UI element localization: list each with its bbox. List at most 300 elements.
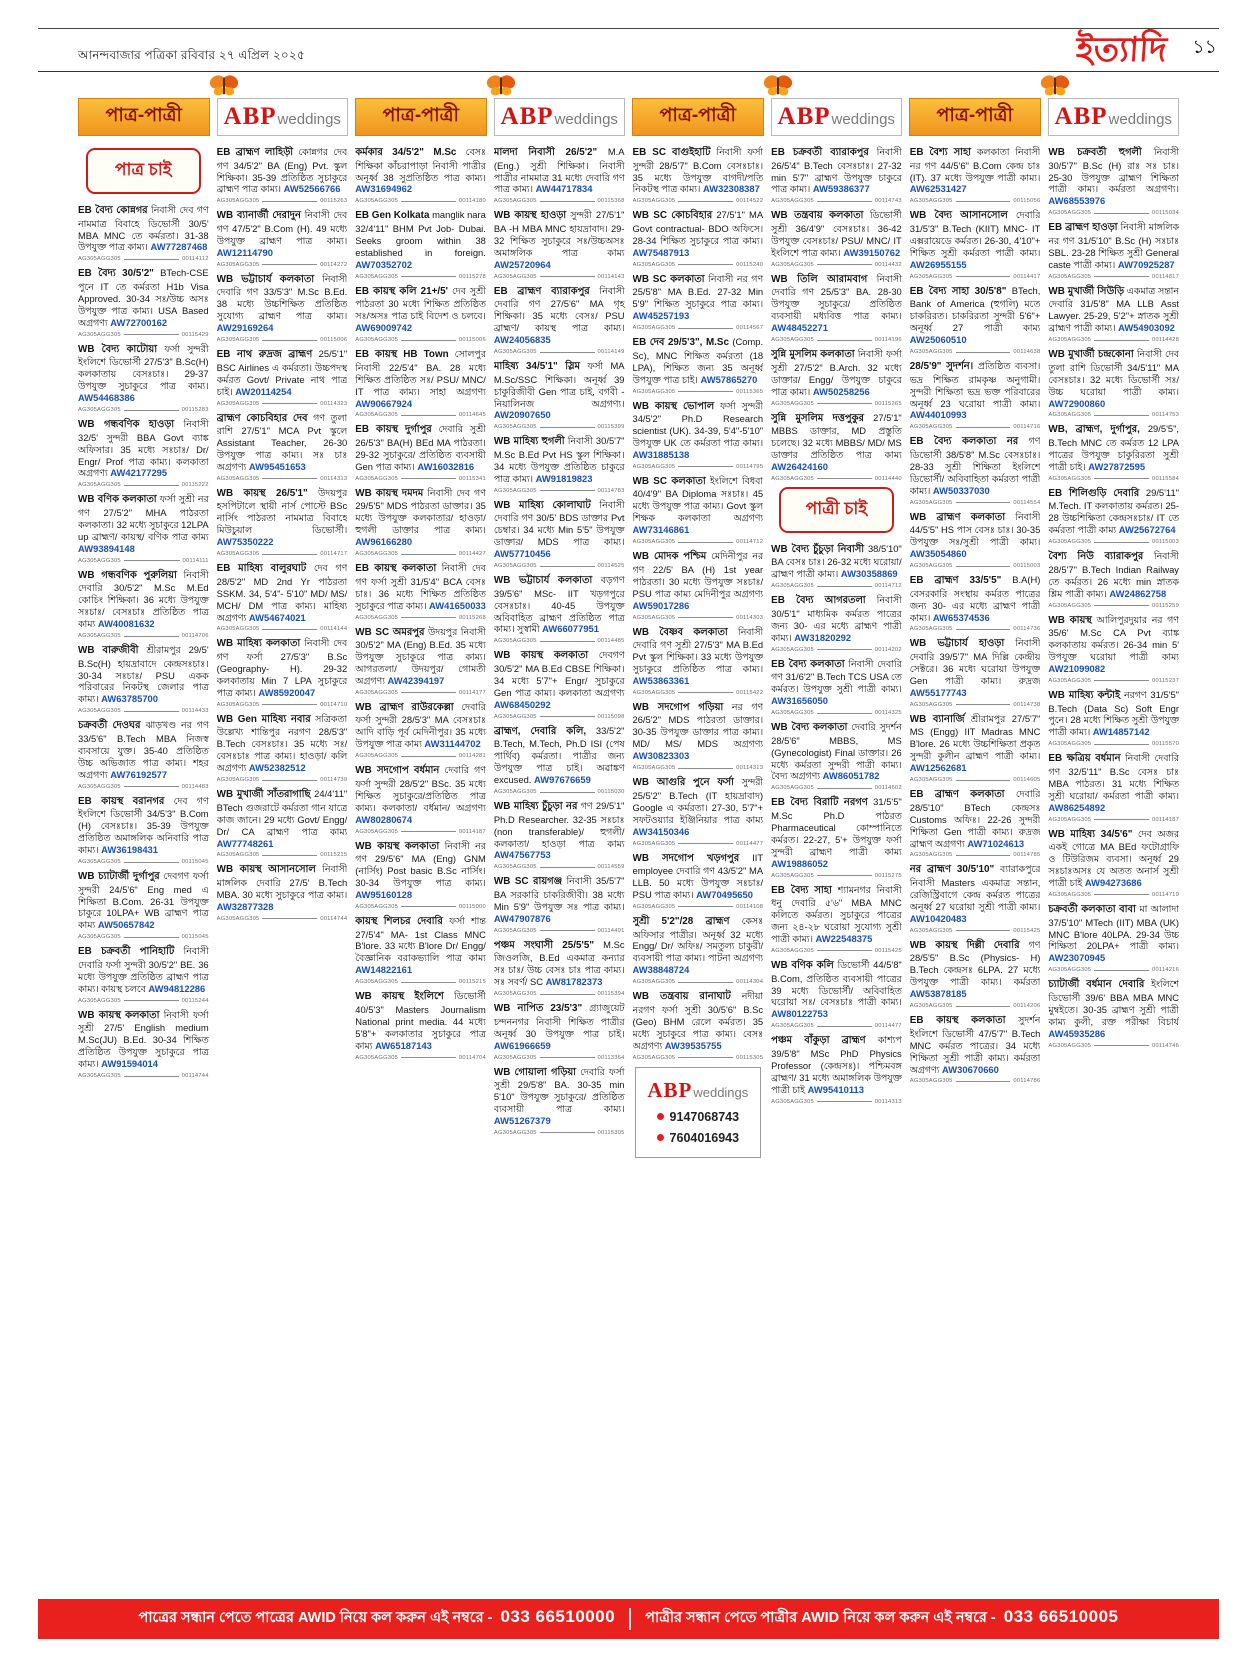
ad-awid: AW24056835 — [493, 334, 551, 346]
separator-line — [124, 786, 179, 787]
ad-separator — [217, 916, 348, 922]
ad-text — [910, 435, 1041, 496]
ad-text — [78, 267, 209, 328]
ad-serial: 00115341 — [458, 475, 486, 482]
ad-awid: AW50337030 — [932, 484, 990, 496]
classified-ad — [355, 562, 486, 620]
ad-separator — [910, 274, 1041, 280]
ad-body: নিবাসী 26/5'4" B.Tech বেসঃচাঃ। 27-32 min 5'7" ব্রাহ্মণ উপযুক্ত চাকুরে পাত্র কাম্য। — [771, 146, 902, 195]
ad-body: ডিভোর্সী 44/5'8" B.Com, প্রতিষ্ঠিত ব্যবসায়ী পাত্রের 39 মধ্যে ডিভোর্সী/ অবিবাহিত ঘরোয়া সঃ/ বেসঃচাঃ পাত্রী কাম্য। — [771, 958, 902, 1008]
ad-separator — [771, 198, 902, 204]
ad-text — [494, 649, 625, 710]
ad-separator — [1048, 967, 1179, 973]
ad-text — [1048, 903, 1179, 964]
ad-serial: 00115003 — [1013, 563, 1041, 570]
ad-separator — [1048, 603, 1179, 609]
agency-code: AG305AGG305 — [355, 551, 399, 558]
separator-line — [1094, 478, 1149, 479]
ad-text — [910, 1014, 1041, 1075]
ad-text — [910, 209, 1041, 270]
ad-text — [78, 569, 209, 630]
ad-separator — [1048, 817, 1179, 823]
classified-ad — [494, 939, 625, 997]
ad-serial: 00115215 — [458, 979, 486, 986]
agency-code: AG305AGG305 — [909, 1078, 953, 1085]
ad-separator — [1048, 678, 1179, 684]
ad-awid: AW54468386 — [78, 392, 135, 404]
ad-body: 27/5'1" MA Govt contractual- BDO অফিসে। 28-34 শিক্ষিত সুচাকুরে পাত্র কাম্য। — [632, 209, 764, 246]
ad-serial: 00114323 — [320, 400, 348, 407]
ad-serial: 00115305 — [736, 1054, 764, 1061]
ad-heading: চক্রবর্তী কলকাতা বাবা — [1048, 903, 1136, 915]
classified-ad — [217, 562, 348, 632]
ad-serial: 00115305 — [597, 1129, 625, 1136]
ad-heading: WB বৈদ্য আসানসোল — [909, 210, 1008, 222]
classified-ad — [1048, 221, 1179, 279]
separator-line — [1094, 340, 1149, 341]
ad-text — [494, 435, 625, 484]
abp-brand-text: ABP — [777, 103, 831, 130]
ad-body: প্রতিষ্ঠিত ব্যবসা। ভদ্র শিক্ষিত রামকৃষ্ণ অনুগামী। সুন্দরী শিক্ষিতা ভদ্র ভক্ত পরিবারের অনূর্ধ্ব 23 ঘরোয়া পাত্রী কাম্য। — [909, 360, 1041, 409]
separator-line — [678, 264, 733, 265]
ad-heading: WB নাপিত 23/5'3" — [493, 1003, 583, 1015]
ad-separator — [217, 852, 348, 858]
ad-awid: AW94273686 — [1084, 877, 1142, 889]
ad-serial: 00114736 — [1013, 626, 1041, 633]
ad-text — [494, 146, 625, 195]
ad-text — [771, 412, 902, 473]
agency-code: AG305AGG305 — [493, 638, 537, 645]
ad-heading: WB, ব্রাহ্মণ, দুর্গাপুর, — [1048, 424, 1140, 436]
ad-body: দেবারি সুশ্রী 26/5'3" BA(H) BEd MA পাঠরতা। 29-32 সুচাকুরে/ প্রতিষ্ঠিত ব্যবসায়ী Gen পাত্র কাম্য। — [355, 423, 486, 472]
separator-line — [540, 352, 595, 353]
ad-heading: EB কায়স্থ কলকাতা — [355, 563, 437, 575]
ad-serial: 00114325 — [874, 710, 902, 717]
classified-ad — [217, 637, 348, 707]
ad-body: IIT employee দেবারি গণ 43/5'2" MA LLB. 50 মধ্যে উপযুক্ত সঃচাঃ/ PSU পাত্র কাম্য। — [632, 851, 764, 900]
ad-awid: AW32308387 — [703, 183, 760, 195]
ad-heading: EB বৈশ্য সাহা — [909, 147, 972, 158]
classified-ad — [355, 915, 486, 985]
agency-code: AG305AGG305 — [771, 947, 814, 954]
agency-code: AG305AGG305 — [771, 583, 814, 590]
ad-awid: AW95451653 — [248, 460, 306, 472]
abp-brand-text: ABP — [1054, 103, 1108, 130]
ad-separator — [910, 1003, 1041, 1009]
groom-helpline-message: পাত্রের সন্ধান পেতে পাত্রের AWID নিয়ে কল করুন এই নম্বরে - — [138, 1610, 493, 1626]
ad-heading: WB কায়স্থ কলকাতা — [355, 840, 440, 852]
ad-separator — [494, 638, 625, 644]
ad-heading: EB বৈদ্য সাহা — [771, 884, 832, 896]
groom-helpline — [138, 1607, 615, 1631]
agency-code: AG305AGG305 — [632, 198, 676, 205]
separator-line — [401, 201, 456, 202]
ad-text — [1048, 146, 1179, 207]
ad-awid: AW39535755 — [664, 1039, 722, 1051]
separator-line — [817, 950, 872, 951]
classified-ad — [217, 273, 348, 343]
ad-body: শ্রীরামপুর 29/5' B.Sc(H) হায়দ্রাবাদে কেন্দ্রসঃচাঃ। 30-34 সঃচাঃ/ PSU একক পরিবারের নিকটস্থ জেলার পাত্র কাম্য। — [78, 644, 209, 705]
classified-ad — [771, 658, 902, 716]
agency-code: AG305AGG305 — [771, 710, 814, 717]
classified-ad — [78, 418, 209, 488]
ad-separator — [494, 274, 625, 280]
classified-ad — [633, 626, 764, 696]
ad-awid: AW75487913 — [632, 246, 690, 258]
ad-awid: AW29169264 — [216, 322, 274, 334]
ad-heading: নর ব্রাহ্মণ 30/5'10" — [909, 864, 995, 876]
classified-ad — [1048, 978, 1179, 1048]
ad-heading: WB বৈষ্ণব কলকাতা — [632, 626, 728, 638]
classified-ad — [910, 435, 1041, 505]
separator-line — [817, 788, 872, 789]
ad-body: ঝাড়খণ্ড নর গণ 33/5'6" B.Tech MBA নিজস্ব ব্যবসায়ে যুক্ত। 35-40 প্রতিষ্ঠিত উচ্চ অভিজাত পাত্র কাম্য। শহর অগ্রগণ্য — [78, 719, 209, 780]
ad-awid: AW25060510 — [909, 334, 967, 346]
ad-text — [355, 764, 486, 825]
ad-body: manglik nara 32/4'11" BHM Pvt Job- Dubai. Seeks groom within 38 established in foreign. — [355, 209, 486, 258]
butterfly-icon — [208, 73, 240, 99]
agency-code: AG305AGG305 — [1048, 273, 1092, 280]
ad-body: নিবাসী দেবারি 30/5'2" M.Sc M.Ed কোচিং শিক্ষিকা। 36 মধ্যে উপযুক্ত সঃচাঃ/ বেসঃচাঃ প্রতিষ্ঠিত পাত্র কাম্য — [78, 568, 209, 630]
separator-line — [401, 415, 456, 416]
classified-ad — [78, 719, 209, 789]
classified-ad — [910, 863, 1041, 933]
agency-code: AG305AGG305 — [632, 388, 676, 395]
classified-ad — [78, 569, 209, 639]
ad-serial: 00115237 — [1152, 677, 1179, 684]
ad-awid: AW55177743 — [909, 686, 967, 698]
ad-awid: AW31820292 — [794, 631, 852, 643]
ad-separator — [494, 864, 625, 870]
ad-serial: 00114206 — [1013, 1003, 1041, 1010]
ad-serial: 00115045 — [181, 859, 209, 866]
ad-separator — [494, 198, 625, 204]
ad-separator — [217, 198, 348, 204]
ad-heading: WB SC অমরপুর — [355, 626, 425, 638]
separator-line — [540, 930, 595, 931]
ad-text — [78, 945, 209, 994]
ad-text — [355, 146, 486, 195]
ad-serial: 00114149 — [597, 349, 625, 356]
ad-separator — [355, 1055, 486, 1061]
ad-text — [771, 543, 902, 580]
classified-ad — [771, 594, 902, 652]
ad-heading: WB বৈদ্য কলকাতা — [771, 722, 848, 734]
ad-separator — [771, 262, 902, 268]
ad-serial: 00115283 — [181, 407, 209, 414]
ad-text — [1048, 752, 1179, 813]
separator-line — [262, 780, 317, 781]
classified-ad — [633, 701, 764, 771]
ad-serial: 00114817 — [1152, 273, 1179, 280]
ad-body: দেব গণ 28/5'2" MD 2nd Yr পাঠরতা SSKM. 34, 5'4"- 5'10" MD/ MS/ MCH/ DM পাত্র কাম্য। মাহিষ্য অগ্রগণ্য — [216, 562, 348, 623]
ad-separator — [910, 424, 1041, 430]
ad-text — [355, 701, 486, 750]
ad-body: ফর্সা MA M.Sc/SSC শিক্ষিকা। অনূর্ধ্ব 39 চাকুরিজীবী Gen পাত্র চাই, বগবী - নিয়ালিনজ অগ্রগণ্য। — [493, 360, 625, 409]
agency-code: AG305AGG305 — [78, 557, 121, 564]
ad-awid: AW85920047 — [258, 686, 316, 698]
ad-serial: 00114144 — [320, 626, 348, 633]
agency-code: AG305AGG305 — [355, 903, 399, 910]
ad-body: বড়গণ 39/5'6" MSc- IIT খড়গপুরে বেসঃচাঃ। 40-45 উপযুক্ত অবিবাহিত ব্রাহ্মণ প্রতিষ্ঠিত পাত্র কাম্য। সুস্বামী — [493, 574, 625, 635]
classified-ad — [910, 209, 1041, 279]
ad-text — [494, 725, 625, 786]
ad-awid: AW25720964 — [493, 258, 551, 270]
ad-heading: EB ব্রাহ্মণ ব্যারাকপুর — [493, 285, 590, 297]
ad-separator — [1048, 1043, 1179, 1049]
agency-code: AG305AGG305 — [216, 198, 260, 205]
separator-line — [956, 502, 1011, 503]
ad-separator — [771, 948, 902, 954]
agency-code: AG305AGG305 — [632, 463, 676, 470]
ad-heading: ব্রাহ্মণ, দেবারি কলি, — [493, 725, 587, 737]
ad-serial: 00114739 — [320, 777, 348, 784]
separator-line — [1094, 415, 1149, 416]
ad-heading: সুশ্রী 5'2"/28 ব্রাহ্মণ — [632, 915, 730, 927]
ad-text — [217, 487, 348, 548]
classified-ad — [1048, 752, 1179, 822]
ad-awid: AW69009742 — [355, 322, 413, 334]
separator-line — [262, 554, 317, 555]
ad-heading: WB বৈদ্য চুঁচুড়া নিবাসী — [771, 543, 865, 555]
ad-body: নিবাসী দেবারি গণ 32/5'11" B.Sc বেসঃ চাঃ MBA পাঠরত। 31 মধ্যে শিক্ষিত সুশ্রী ঘরোয়া/ কর্মরতা পাত্রী কাম্য। — [1048, 752, 1179, 801]
classified-ad — [771, 146, 902, 204]
separator-line — [956, 704, 1011, 705]
ad-awid: AW68553976 — [1048, 195, 1106, 207]
ad-text — [1048, 978, 1179, 1039]
separator-line — [540, 641, 595, 642]
separator-line — [540, 994, 595, 995]
agency-code: AG305AGG305 — [355, 979, 399, 986]
agency-code: AG305AGG305 — [1048, 816, 1092, 823]
classified-ad — [771, 959, 902, 1029]
ad-awid: AW10420483 — [909, 912, 967, 924]
ad-heading: WB ভট্টাচার্য হাওড়া — [909, 638, 1005, 650]
ad-body: শ্রীরামপুর 27/5'7" MS (Engg) IIT Madras MNC B'lore. 26 মধ্যে উচ্চশিক্ষিতা প্রকৃত সুন্দরী কুলীন ব্রাহ্মণ পাত্রী কাম্য। — [909, 712, 1041, 762]
ad-text — [217, 412, 348, 473]
ad-separator — [633, 979, 764, 985]
ad-separator — [1048, 412, 1179, 418]
separator-line — [817, 875, 872, 876]
ad-awid: AW59017286 — [632, 599, 690, 611]
ad-body: নিবাসী 44/5'5" HS পাস বেসঃ চাঃ। 30-35 উপযুক্ত সঃ/সুশ্রী পাত্রী কাম্য। — [909, 510, 1041, 548]
classified-ad — [217, 863, 348, 921]
ad-text — [633, 990, 764, 1051]
separator-line — [678, 542, 733, 543]
abp-brand-text: ABP — [500, 103, 554, 130]
ad-serial: 00114432 — [874, 261, 902, 268]
ad-heading: EB কায়স্থ বরানগর — [78, 795, 165, 807]
agency-code: AG305AGG305 — [909, 927, 953, 934]
ad-separator — [355, 615, 486, 621]
ad-awid: AW53863361 — [632, 674, 690, 686]
ad-awid: AW30823303 — [632, 750, 690, 762]
ad-awid: AW45257193 — [632, 310, 690, 322]
classified-ad — [1048, 423, 1179, 481]
ad-heading: EB চক্রবর্তী ব্যারাকপুর — [771, 147, 869, 158]
ad-serial: 00114719 — [1152, 891, 1179, 898]
ad-text — [771, 594, 902, 643]
ad-heading: WB তিলি আরামবাগ — [771, 273, 868, 285]
ad-heading: 28/5'9" সুদর্শন। — [909, 361, 974, 373]
bullet-icon — [657, 1134, 664, 1141]
ad-body: দেব সুশ্রী পাঠরতা 30 মধ্যে শিক্ষিত প্রতিষ্ঠিত সঃ/অসঃ পাত্র চাই বিদেশ ও চলবে। — [355, 284, 486, 322]
ad-body: দেবারি 28/5'10" BTech কেন্দ্রসঃ Customs অফিঃ। 22-26 সুন্দরী শিক্ষিতা Gen পাত্রী কাম্য। রুদ্রজ ব্রাহ্মণ অগ্রগণ্য — [909, 788, 1041, 849]
separator-line — [1094, 1045, 1149, 1046]
agency-code: AG305AGG305 — [909, 349, 953, 356]
agency-code: AG305AGG305 — [771, 646, 814, 653]
ad-serial: 00115240 — [736, 261, 764, 268]
separator-line — [540, 490, 595, 491]
ad-body: নিবাসী 30/5'7" B.Sc (H) রাঃ সঃ চাঃ। 25-30 উপযুক্ত ব্রাহ্মণ শিক্ষিতা পাত্রী কাম্য। কর্মরতা অগ্রগণ্য। — [1048, 146, 1179, 195]
agency-code: AG305AGG305 — [216, 777, 260, 784]
ad-separator — [910, 928, 1041, 934]
ad-awid: AW63785700 — [101, 693, 158, 705]
separator-line — [678, 201, 733, 202]
ad-body: নিবাসী দেবারি গণ 25/5'3" BA. 28-30 উপযুক্ত সুচাকুরে/ প্রতিষ্ঠিত ব্যবসায়ী মধ্যবিত্ত পাত্র কাম্য। — [771, 272, 902, 322]
ad-body: দেব অজর একই গোত্রে MA BEd ফটোগ্রাফি ও টিউরিজম ব্যবসা। অনূর্ধ্ব 29 সঃচাঃঅসঃ যে অতত অনার্স সুশ্রী পাত্রী চাই — [1048, 827, 1179, 889]
ad-separator — [355, 904, 486, 910]
ad-body: কলকাতা নিবাসী নর গণ 44/5'6" B.Com কেন্দ্র চাঃ (IT). 37 মধ্যে উপযুক্ত পাত্রী কাম্য। — [909, 146, 1041, 183]
ad-text — [910, 574, 1041, 623]
agency-code: AG305AGG305 — [1048, 539, 1092, 546]
classified-ad — [355, 423, 486, 481]
ad-separator — [78, 784, 209, 790]
ad-body: 29/5'11" M.Tech. IT কলকাতায় কর্মরত। 25-28 উচ্চশিক্ষিতা কেন্দ্রসঃচাঃ/ IT তে কর্মরতা পাত্রী কাম্য — [1048, 486, 1179, 536]
ad-separator — [1048, 210, 1179, 216]
ad-heading: WB কায়স্থ 26/5'1" — [216, 487, 308, 499]
ad-awid: AW95410113 — [807, 1083, 864, 1095]
agency-code: AG305AGG305 — [1048, 967, 1092, 974]
ad-awid: AW50258256 — [812, 385, 870, 397]
separator-line — [401, 276, 456, 277]
separator-line — [956, 566, 1011, 567]
classified-ad — [494, 649, 625, 719]
ad-separator — [910, 198, 1041, 204]
ad-text — [78, 795, 209, 856]
agency-code: AG305AGG305 — [909, 1003, 953, 1010]
ad-heading: WB কায়স্থ হাওড়া — [493, 210, 567, 222]
ad-serial: 00115394 — [597, 991, 625, 998]
ad-heading: EB বৈদ্য কোন্নগর — [78, 205, 148, 216]
ad-text — [1048, 614, 1179, 675]
promo-phone-1 — [642, 1110, 755, 1124]
ad-awid: AW91594014 — [101, 1058, 158, 1070]
ad-body: নিবাসী দেবারি ফর্সা সুন্দরী 30/5'2" BE. 36 মধ্যে উপযুক্ত প্রতিষ্ঠিত ব্রাহ্মণ পাত্র কাম্য। কায়স্থ চলবে — [78, 945, 209, 994]
section-heading-box — [779, 487, 894, 533]
ad-text — [355, 915, 486, 976]
separator-line — [956, 855, 1011, 856]
classified-ad — [355, 487, 486, 557]
ad-awid: AW23070945 — [1048, 952, 1106, 964]
agency-code: AG305AGG305 — [493, 927, 537, 934]
abp-suffix-text: weddings — [831, 111, 895, 128]
agency-code: AG305AGG305 — [493, 713, 537, 720]
ad-body: নিবাসী 30/5'7" M.Sc B.Ed Pvt HS স্কুল শিক্ষিকা। 34 মধ্যে উপযুক্ত প্রতিষ্ঠিত চাকুরে পাত্র কাম্য। — [493, 435, 625, 484]
classified-ad — [355, 146, 486, 204]
ad-awid: AW70495650 — [696, 888, 753, 900]
classified-ad — [355, 840, 486, 910]
ad-serial: 00114738 — [1013, 701, 1041, 708]
ad-awid: AW24862758 — [1109, 587, 1167, 599]
ad-serial: 00115275 — [874, 872, 902, 879]
abp-suffix-text: weddings — [554, 111, 618, 128]
promo-phone-2 — [642, 1131, 755, 1145]
ad-serial: 00114716 — [1013, 424, 1041, 431]
separator-line — [401, 340, 456, 341]
helpline-footer-bar — [38, 1599, 1219, 1639]
ad-body: নিবাসী দেবারি 39/5'7" MA দিল্লি কেন্দ্রীয় সেক্টরে। 36 মধ্যে ঘরোয়া উপযুক্ত Gen পাত্রী কাম্য। রুদ্রজ — [909, 637, 1041, 686]
ad-serial: 00114795 — [736, 463, 764, 470]
ad-body: নিবাসী 30/5'1" মাধ্যমিক কর্মরত পাত্রের জন্য 30- এর মধ্যে ব্রাহ্মণ পাত্রী কাম্য। — [771, 594, 902, 643]
classified-ad — [633, 336, 764, 394]
abp-weddings-logo — [1055, 103, 1172, 131]
ad-text — [633, 852, 764, 901]
ad-text — [771, 796, 902, 869]
ad-serial: 00115056 — [1013, 198, 1041, 205]
ad-text — [633, 776, 764, 837]
ad-serial: 00115045 — [181, 934, 209, 941]
ad-body: উদয়পুর হসপিটালে স্থায়ী নার্স পোস্টে BSc নার্সিং পাঠরতা নামমাত্র বিবাহে মিউচুয়াল ডিভোর্সী। — [216, 486, 348, 536]
classified-ad — [910, 788, 1041, 858]
ad-body: মেদিনীপুর নর গণ 22/5' BA (H) 1st year পাঠরতা। 30 মধ্যে উপযুক্ত সঃচাঃ/ PSU পাত্র কাম্য মেদিনীপুর অগ্রগণ্য — [632, 550, 764, 599]
separator-line — [124, 711, 179, 712]
agency-code: AG305AGG305 — [632, 614, 676, 621]
ad-serial: 00115259 — [1152, 602, 1179, 609]
ad-text — [217, 637, 348, 698]
ad-serial: 00114477 — [874, 1023, 902, 1030]
agency-code: AG305AGG305 — [355, 1054, 399, 1061]
abp-weddings-logo — [642, 1078, 755, 1103]
classified-ad — [217, 788, 348, 858]
ad-serial: 00114744 — [181, 1073, 209, 1080]
butterfly-icon — [762, 73, 794, 99]
ad-serial: 00115425 — [874, 947, 902, 954]
ad-body: নিবাসী ফর্সা সুশ্রী 27/5' English medium M.Sc(JU) B.Ed. 30-34 শিক্ষিত প্রতিষ্ঠিত উপযুক্ত সুচাকুরে পাত্র কাম্য। — [78, 1008, 209, 1070]
banner-patra-patri — [355, 98, 487, 136]
ad-separator — [494, 714, 625, 720]
classified-ad — [355, 701, 486, 759]
ad-awid: AW72900860 — [1048, 397, 1106, 409]
ad-heading: EB কায়স্থ কলি 21+/5' — [355, 285, 448, 297]
ad-serial: 00115222 — [181, 482, 209, 489]
ad-serial: 00114281 — [458, 753, 486, 760]
separator-line — [540, 1132, 595, 1133]
agency-code: AG305AGG305 — [355, 475, 399, 482]
ad-text — [494, 360, 625, 421]
ad-serial: 00115006 — [458, 337, 486, 344]
ad-separator — [633, 841, 764, 847]
ad-body: ইংলিশে ডিভোর্সী 39/6' BBA MBA MNC মুম্বইতে। 30-35 ব্রাহ্মণ সুশ্রী পাত্রী কাম্য কুলী, রক্ত পরীক্ষা বিচার্য — [1048, 978, 1179, 1027]
banner-label: পাত্র-পাত্রী — [382, 105, 459, 126]
ad-awid: AW61966659 — [493, 1039, 551, 1051]
classified-ad — [1048, 614, 1179, 684]
ad-heading: WB SC কোচবিহার — [632, 210, 713, 222]
ad-awid: AW91819823 — [535, 472, 593, 484]
ad-text — [217, 863, 348, 912]
ad-text — [217, 562, 348, 623]
ad-heading: WB কায়স্থ — [1048, 614, 1092, 626]
ad-awid: AW77748261 — [216, 837, 274, 849]
agency-code: AG305AGG305 — [632, 689, 676, 696]
ad-serial: 00115268 — [458, 614, 486, 621]
abp-suffix-text: weddings — [1108, 111, 1172, 128]
ad-body: ফর্সা সুন্দরী 34/5'2" Ph.D Research scientist (UK). 34-39, 5'4"-5'10" উপযুক্ত UK তে কর্মরতা পাত্র কাম্য। — [632, 399, 764, 449]
agency-code: AG305AGG305 — [771, 1098, 814, 1105]
ads-column-4 — [494, 146, 625, 1542]
ad-separator — [771, 476, 902, 482]
classified-ad — [633, 146, 764, 204]
